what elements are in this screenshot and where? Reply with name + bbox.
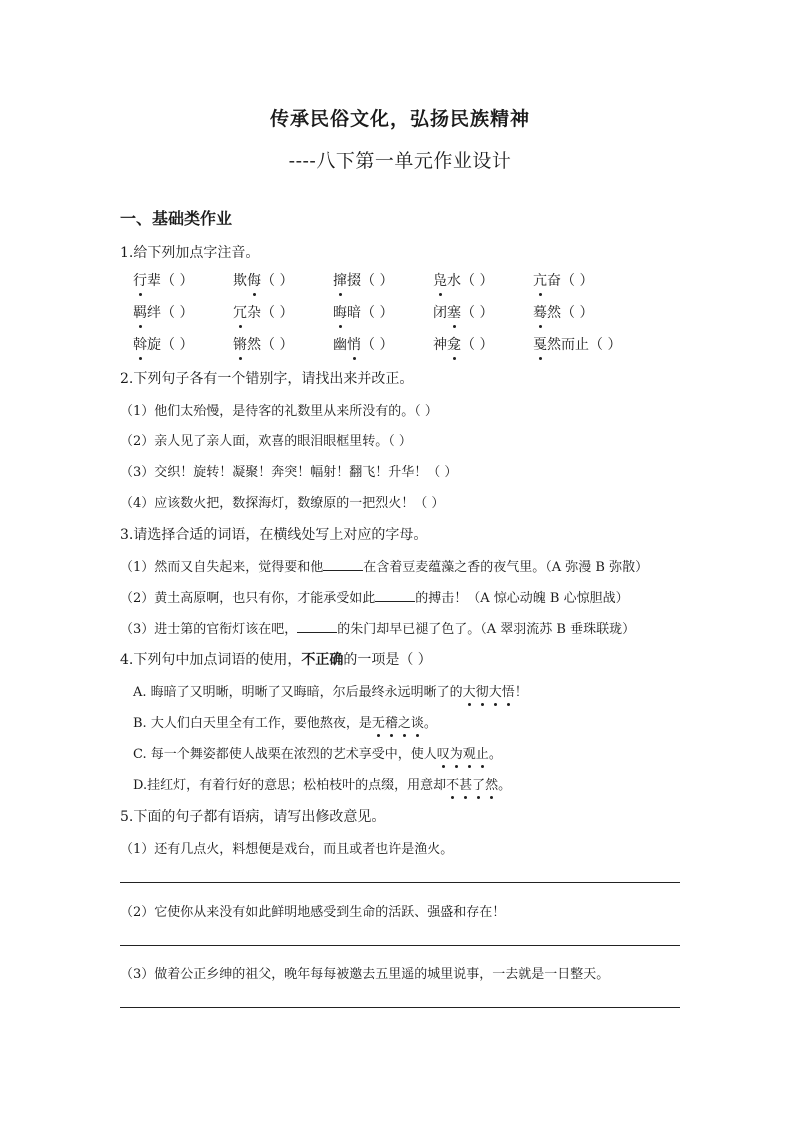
pinyin-word [233,334,293,354]
question-5-item: （3）做着公正乡绅的祖父，晚年每每被邀去五里遥的城里说事，一去就是一日整天。 [120,967,610,982]
emphasis-text: 不正确 [301,652,344,668]
pinyin-word [233,270,293,290]
word-suffix: 暗（ ） [347,305,394,321]
answer-line[interactable] [120,882,680,883]
word-suffix: 绊（ ） [147,305,194,321]
sentence-end: 的搏击！（A 惊心动魄 B 心惊胆战） [415,591,629,606]
question-3-item [120,556,648,575]
question-2-item: （4）应该数火把，数探海灯，数缭原的一把烈火！（ ） [120,496,445,511]
option-b [133,712,437,731]
option-c [133,743,502,762]
question-2-item: （1）他们太殆慢，是待客的礼数里从来所没有的。（ ） [120,404,438,419]
pinyin-word [433,270,493,290]
question-2-item: （2）亲人见了亲人面，欢喜的眼泪眼框里转。（ ） [120,434,412,449]
prompt-start: 4.下列句中加点词语的使用， [120,652,302,668]
pinyin-word [133,270,193,290]
question-5-prompt: 5.下面的句子都有语病，请写出修改意见。 [120,809,386,825]
document-title: 传承民俗文化，弘扬民族精神 [269,108,530,130]
dotted-character: 斡 [133,334,147,354]
pinyin-word [533,270,593,290]
sentence-start: （1）然而又自失起来，觉得要和他 [120,560,324,575]
option-end: 。 [423,716,437,731]
pinyin-word [133,302,193,322]
word-suffix: （ ） [461,305,494,321]
question-3-prompt: 3.请选择合适的词语，在横线处写上对应的字母。 [120,527,428,543]
pinyin-word [533,302,593,322]
answer-blank[interactable] [375,589,415,602]
option-d [133,774,511,793]
dotted-character: 悄 [347,334,361,354]
pinyin-word [433,302,493,322]
word-suffix: （ ） [261,273,294,289]
dotted-phrase: 叹为观止 [437,747,489,762]
word-suffix: 然（ ） [547,305,594,321]
word-suffix: 掇（ ） [347,273,394,289]
word-suffix: 杂（ ） [247,305,294,321]
option-a [133,681,528,700]
dotted-character: 戛 [533,334,547,354]
word-prefix: 闭 [433,305,447,321]
pinyin-word [433,334,493,354]
answer-line[interactable] [120,1007,680,1008]
word-suffix: 然而止（ ） [547,337,622,353]
sentence-end: 的朱门却早已褪了色了。（A 翠羽流苏 B 垂珠联珑） [337,622,636,637]
sentence-start: （2）黄土高原啊，也只有你，才能承受如此 [120,591,376,606]
question-4-prompt [120,649,432,669]
answer-blank[interactable] [323,558,363,571]
pinyin-word [333,270,393,290]
dotted-phrase: 不甚了然 [446,778,498,793]
dotted-character: 羁 [133,302,147,322]
pinyin-word [533,334,621,354]
dotted-character: 晦 [333,302,347,322]
pinyin-word [333,334,393,354]
question-2-item: （3）交织！旋转！凝聚！奔突！幅射！翻飞！升华！（ ） [120,465,458,480]
dotted-character: 蓦 [533,302,547,322]
word-suffix: 辈（ ） [147,273,194,289]
dotted-character: 锵 [233,334,247,354]
pinyin-word [133,334,193,354]
sentence-end: 在含着豆麦蕴藻之香的夜气里。（A 弥漫 B 弥散） [363,560,649,575]
option-text: C. 每一个舞姿都使人战栗在浓烈的艺术享受中，使人 [133,747,437,762]
section-heading: 一、基础类作业 [120,209,233,228]
dotted-character: 凫 [433,270,447,290]
option-text: D.挂红灯，有着行好的意思；松柏枝叶的点缀，用意却 [133,778,447,793]
sentence-start: （3）进士第的官衔灯该在吧， [120,622,298,637]
question-1-prompt: 1.给下列加点字注音。 [120,245,260,261]
dotted-phrase: 无稽之谈 [372,716,424,731]
dotted-character: 龛 [447,334,461,354]
word-suffix: （ ） [361,337,394,353]
pinyin-word [233,302,293,322]
question-5-item: （2）它使你从来没有如此鲜明地感受到生命的活跃、强盛和存在！ [120,905,506,920]
document-subtitle: ----八下第一单元作业设计 [288,150,512,172]
word-suffix: 然（ ） [247,337,294,353]
dotted-character: 撺 [333,270,347,290]
question-2-prompt: 2.下列句子各有一个错别字，请找出来并改正。 [120,371,414,387]
dotted-character: 侮 [247,270,261,290]
answer-line[interactable] [120,945,680,946]
word-suffix: 水（ ） [447,273,494,289]
dotted-phrase: 大彻大悟 [463,685,515,700]
prompt-end: 的一项是（ ） [343,652,432,668]
dotted-character: 冗 [233,302,247,322]
option-text: B. 大人们白天里全有工作，要他熬夜，是 [133,716,372,731]
dotted-character: 塞 [447,302,461,322]
question-3-item [120,587,629,606]
word-prefix: 欺 [233,273,247,289]
option-end: 。 [488,747,502,762]
option-end: 。 [498,778,512,793]
word-prefix: 幽 [333,337,347,353]
word-prefix: 神 [433,337,447,353]
question-5-item: （1）还有几点火，料想便是戏台，而且或者也许是渔火。 [120,842,454,857]
question-3-item [120,618,635,637]
dotted-character: 亢 [533,270,547,290]
option-text: A. 晦暗了又明晰，明晰了又晦暗，尔后最终永远明晰了的 [133,685,463,700]
pinyin-word [333,302,393,322]
word-suffix: 奋（ ） [547,273,594,289]
word-suffix: 旋（ ） [147,337,194,353]
option-end: ！ [514,685,528,700]
word-suffix: （ ） [461,337,494,353]
dotted-character: 行 [133,270,147,290]
answer-blank[interactable] [297,620,337,633]
